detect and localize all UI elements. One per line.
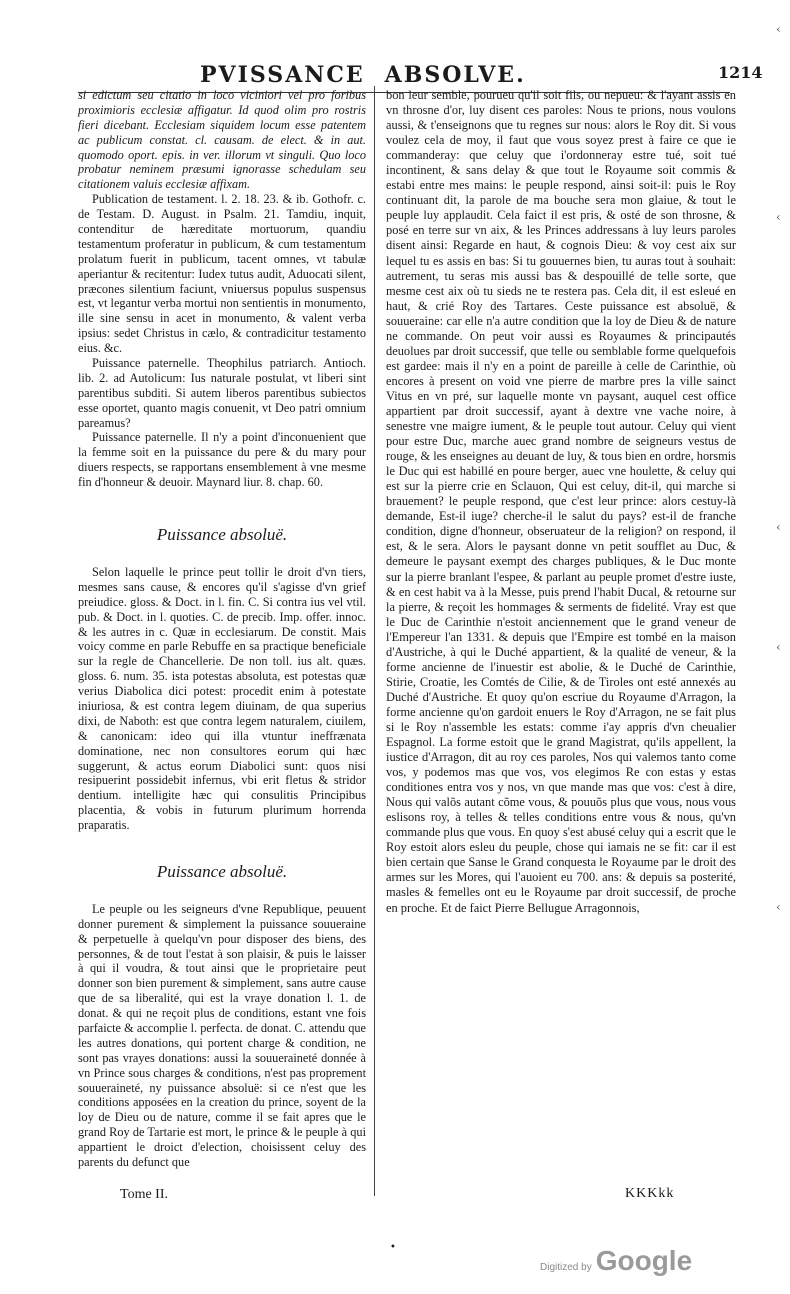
right-column (386, 88, 736, 916)
google-logo-text: Google (595, 1245, 693, 1276)
section-title-1: Puissance absoluë. (156, 525, 288, 545)
small-mark: • (390, 1242, 396, 1253)
header-word-1: PVISSANCE (200, 62, 365, 88)
page-number: 1214 (718, 63, 763, 82)
tome-label: Tome II. (120, 1187, 169, 1202)
edge-mark: ‹ (776, 640, 781, 654)
digitized-watermark (540, 1245, 692, 1277)
header-word-2: ABSOLVE. (384, 62, 526, 88)
edge-mark: ‹ (776, 22, 781, 36)
edge-mark: ‹ (776, 210, 781, 224)
section-title-2: Puissance absoluë. (156, 861, 288, 881)
entry-paternelle-1: Puissance paternelle. Theophilus patriarch. Antioch. lib. 2. ad Autolicum: Ius naturale postulat, vt liberi sint parentibus subditi. Si autem liberos parentibus subiectos esse oportet, quanto magis conuenit, vt Deo patri omnium pareamus? (78, 356, 366, 430)
section-text-2: Le peuple ou les seigneurs d'vne Republique, peuuent donner purement & simplement la puissance souueraine & perpetuelle à quelqu'vn pour disposer des biens, des personnes, & de tout l'estat à son plaisir, & puis le laisser à qui il voudra, & tout ainsi que le proprietaire peut donner son bien purement & simplement, sans autre cause que de sa liberalité, qui est la vraye donation l. 1. de donat. & qui ne reçoit plus de conditions, estant vne fois parfaicte & accomplie l. perfecta. de donat. C. attendu que les autres donations, qui portent charge & condition, ne sont pas vrayes donations: aussi la souueraineté donnée à vn Prince sous charges & conditions, n'est pas proprement souueraineté, ny puissance absoluë: si ce n'est que les conditions apposées en la creation du prince, soyent de la loy de Dieu ou de nature, comme il se fait apres que le grand Roy de Tartarie est mort, le prince & le peuple à qui appartient le droict d'election, choisissent celuy des parents du defunct que (78, 901, 366, 1169)
digitized-by-text: Digitized by (540, 1262, 592, 1273)
right-column-text: bon leur semble, pourueu qu'il soit fils, ou nepueu: & l'ayant assis en vn throsne d'or, luy disent ces paroles: Nous te prions, nous voulons aussi, & t'enseignons que tu regnes sur nous: alors le Roy dit. Si vous voulez cela de moy, il faut que vous soyez prest à faire ce que ie commanderay: que celuy que i'ordonneray estre tué, soit tué incontinent, & sans delay & que tout le Royaume soit commis & estabi entre mes mains: le peuple respond, ainsi soit-il: puis le Roy continuant dit, la parole de ma bouche sera mon glaiue, & tout le peuple luy applaudit. Cela faict il est pris, & osté de son throsne, & posé en terre sur vn aix, & les Princes addressans à luy leurs paroles disent ainsi: Regarde en haut, & cognois Dieu: & voy cest aix sur lequel tu es assis en bas: Si tu gouuernes bien, tu auras tout à souhait: autrement, tu seras mis aussi bas & despouillé de telle sorte, que mesme cest aix où tu sieds ne te restera pas. Cela dit, il est esleué en haut, & crié Roy des Tartares. Ceste puissance est absoluë, & souueraine: car elle n'a autre condition que la loy de Dieu & de nature ne commande. On peut voir aussi es Royaumes & principautés deuolues par droit successif, que telle ou semblable forme quelquefois est gardee: mais il n'y en a point de pareille à celle de Carinthie, où encores à present on void vne pierre de marbre pres la ville sainct Vitus en vn pré, sur laquelle monte vn paysant, auquel cest office appartient par droit successif, ayant à dextre vne vache noire, à senestre vne maigre iument, & le peuple tout autour. Celuy qui vient pour estre Duc, marche auec grand nombre de seigneurs vestus de rouge, & les enseignes au deuant de luy, & tous bien en ordre, horsmis le Duc qui est habillé en poure berger, auec vne houlette, & celuy qui est sur la pierre crie en Sclauon, Qui est celuy, dit-il, qui marche si brauement? le peuple respond, que c'est leur prince: alors cestuy-là demande, Est-il iuge? cherche-il le salut du pays? est-il de franche condition, digne d'honneur, obseruateur de la religion? on respond, il est, & le sera. Alors le paysant donne vn petit soufflet au Duc, & demeure le paysant exempt des charges publiques, & le Duc monte sur la pierre branlant l'espee, & parlant au peuple promet d'estre iuste, & en cest habit va à la Messe, puis prend l'habit Ducal, & retourne sur la pierre, & reçoit les hommages & serments de fidelité. Vray est que le Duc de Carinthie n'estoit anciennement que le grand veneur de l'Empereur l'an 1331. & depuis que l'Empire est tombé en la maison d'Austriche, à qui le Duché appartient, & la qualité de veneur, & la forme ancienne de l'inuestir est abolie, & le Duché de Carinthie, Stirie, Croatie, les Comtés de Cilie, & de Tiroles ont esté annexés au Duché d'Austriche. Et quoy qu'on escriue du Royaume d'Arragon, la forme ancienne qu'on gardoit enuers le Roy d'Arragon, ne se fait plus si le Roy n'assemble les estats: comme i'ay appris d'vn cheualier Espagnol. La forme estoit que le grand Magistrat, qu'ils appellent, la iustice d'Arragon, dit au roy ces paroles, Nos qui valemos tanto come vos, y podemos mas que vos, vos elegimos Re con estas y estas conditiones entra vos y nos, vn que mande mas que vos: c'est à dire, Nous qui valõs autant cõme vous, & pouuõs plus que vous, nous vous eslisons roy, à telles & telles conditions entre vous & nous, qu'vn commande plus que vous. En quoy s'est abusé celuy qui a escrit que le Roy estoit alors esleu du peuple, chose qui iamais ne se fit: car il est bien certain que Sanse le Grand conquesta le Royaume par le droit des armes sur les Mores, qui l'auoient eu 700. ans: & depuis sa posterité, masles & femelles ont eu le Royaume par droit successif, de proche en proche. Et de faict Pierre Bellugue Arragonnois, (386, 88, 736, 915)
section-text-1: Selon laquelle le prince peut tollir le droit d'vn tiers, mesmes sans cause, & encores qu'il s'agisse d'vn grief preiudice. gloss. & Doct. in l. fin. C. Si contra ius vel vtil. pub. & Doct. in l. quoties. C. de precib. Imp. offer. innoc. & les autres in c. Quæ in ecclesiarum. De constit. Mais voicy comme en parle Rebuffe en sa practique beneficiale sur la regle de Chancellerie. De non toll. ius alt. quæs. gloss. 6. num. 35. ista potestas absoluta, est potestas quæ verius Diabolica dici potest: procedit enim à potestate iniuriosa, & est contra legem diuinam, de qua superius dixi, de Naboth: est que contra legem naturalem, ciuilem, & canonicam: ideo qui illa vtuntur ineffrænata dominatione, nec non consultores eorum qui hæc suggerunt, & actus eorum Diabolici sunt: quos nisi resipuerint possidebit infernus, vbi erit fletus & stridor dentium. intelligite hæc qui consulitis Principibus placentia, & vobis in futurum plurimum horrenda praparatis. (78, 564, 366, 833)
entry-paternelle-2: Puissance paternelle. Il n'y a point d'inconuenient que la femme soit en la puissance du pere & du mary pour diuers respects, se rapportans ensemblement à vne mesme fin d'honneur & deuoir. Maynard liur. 8. chap. 60. (78, 430, 366, 490)
latin-continuation: si edictum seu citatio in loco viciniori vel pro foribus proximioris ecclesiæ affigatur. Id quod olim pro rostris fieri dicebant. Ecclesiam siquidem locum esse patentem ac publicum constat. cl. causam. de elect. & in aut. quomodo oport. epis. in ver. illorum vt singuli. Quo loco probatur neminem præsumi ignorasse schedulam seu citationem valuis ecclesiæ affixam. (78, 88, 366, 192)
edge-mark: ‹ (776, 520, 781, 534)
left-column (78, 88, 366, 1170)
signature-mark: KKKkk (625, 1186, 675, 1201)
running-header (200, 62, 526, 88)
page-edge-marks (772, 0, 790, 1294)
entry-testament: Publication de testament. l. 2. 18. 23. & ib. Gothofr. c. de Testam. D. August. in Psalm. 21. Tamdiu, inquit, contenditur de hæreditate mortuorum, quandiu testamentum proferatur in publicum, & cum testamentum prolatum fuerit in publicum, tacent omnes, vt tabulæ aperiantur & recitentur: Iudex tutus audit, Aduocati silent, præcones silentium faciunt, vniuersus populus suspensus est, vt legantur verba mortui non sentientis in monumento, ille sine sensu in acet in monumento, & valent verba ipsius: sedet Christus in cælo, & contradicitur testamento eius. &c. (78, 192, 366, 356)
column-divider (374, 86, 375, 1196)
edge-mark: ‹ (776, 900, 781, 914)
